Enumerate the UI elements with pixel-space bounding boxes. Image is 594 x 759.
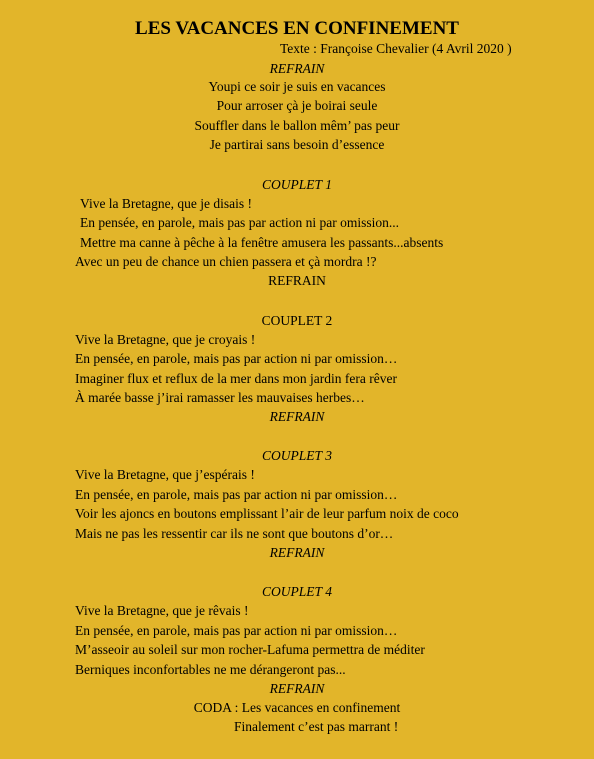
couplet1-line-3: Mettre ma canne à pêche à la fenêtre amusera les passants...absents: [80, 235, 444, 250]
refrain-line-2: Pour arroser çà je boirai seule: [216, 98, 378, 113]
couplet1-heading: COUPLET 1: [262, 177, 332, 192]
refrain-line-4: Je partirai sans besoin d’essence: [209, 137, 385, 152]
couplet3-line-4: Mais ne pas les ressentir car ils ne sont que boutons d’or…: [75, 526, 394, 541]
couplet2-line-3: Imaginer flux et reflux de la mer dans mon jardin fera rêver: [75, 371, 397, 386]
coda-line-1: CODA : Les vacances en confinement: [193, 700, 401, 715]
couplet3-line-1: Vive la Bretagne, que j’espérais !: [75, 467, 255, 482]
couplet2-line-2: En pensée, en parole, mais pas par action ni par omission…: [75, 351, 398, 366]
couplet2-heading: COUPLET 2: [261, 313, 333, 328]
couplet2-line-1: Vive la Bretagne, que je croyais !: [75, 332, 256, 347]
couplet3-refrain: REFRAIN: [269, 545, 325, 560]
author-credit: Texte : Françoise Chevalier (4 Avril 2020 ): [280, 41, 512, 56]
refrain-line-1: Youpi ce soir je suis en vacances: [208, 79, 386, 94]
refrain-line-3: Souffler dans le ballon mêm’ pas peur: [194, 118, 400, 133]
couplet4-line-3: M’asseoir au soleil sur mon rocher-Lafuma permettra de méditer: [75, 642, 425, 657]
couplet2-refrain: REFRAIN: [269, 409, 325, 424]
couplet1-line-4: Avec un peu de chance un chien passera et çà mordra !?: [75, 254, 377, 269]
couplet1-refrain: REFRAIN: [268, 273, 326, 288]
couplet4-heading: COUPLET 4: [262, 584, 332, 599]
couplet4-line-4: Berniques inconfortables ne me dérangeront pas...: [75, 662, 346, 677]
couplet3-line-2: En pensée, en parole, mais pas par action ni par omission…: [75, 487, 398, 502]
couplet4-line-2: En pensée, en parole, mais pas par action ni par omission…: [75, 623, 398, 638]
couplet3-line-3: Voir les ajoncs en boutons emplissant l’air de leur parfum noix de coco: [75, 506, 459, 521]
coda-line-2: Finalement c’est pas marrant !: [234, 719, 399, 734]
couplet1-line-2: En pensée, en parole, mais pas par action ni par omission...: [80, 215, 400, 230]
couplet4-line-1: Vive la Bretagne, que je rêvais !: [75, 603, 249, 618]
song-title: LES VACANCES EN CONFINEMENT: [135, 18, 459, 39]
couplet3-heading: COUPLET 3: [262, 448, 332, 463]
couplet1-line-1: Vive la Bretagne, que je disais !: [80, 196, 253, 211]
couplet4-refrain: REFRAIN: [269, 681, 325, 696]
couplet2-line-4: À marée basse j’irai ramasser les mauvaises herbes…: [75, 390, 365, 405]
refrain-heading: REFRAIN: [269, 61, 325, 76]
